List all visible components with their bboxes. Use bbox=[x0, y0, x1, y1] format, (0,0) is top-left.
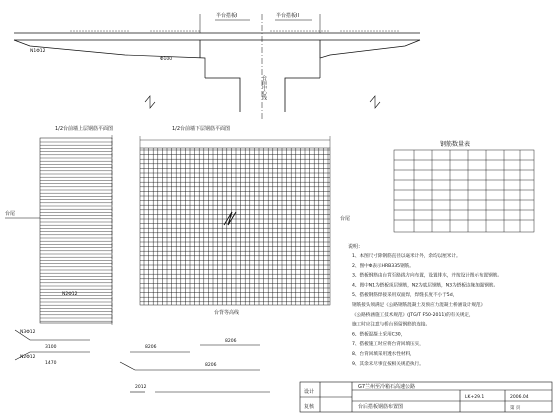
design-label: 设计 bbox=[304, 389, 315, 395]
stake-number: LK+29.1 bbox=[465, 395, 485, 400]
rebar-label-n3: N3Φ12 bbox=[20, 330, 36, 335]
bottom-dim-5: 2012 bbox=[135, 385, 147, 390]
elevation-view bbox=[14, 14, 420, 120]
rebar-label-n2b: N2Φ12 bbox=[20, 355, 36, 360]
label-abutment-tail-right: 台尾 bbox=[340, 216, 351, 222]
bottom-dim-1: 1470 bbox=[45, 361, 57, 366]
plan-left-title: 1/2台前墙上层钢筋平面图 bbox=[55, 126, 114, 132]
slab-dimension: Φ100 bbox=[160, 57, 173, 62]
label-abutment-tail-left: 台尾 bbox=[5, 211, 16, 217]
top-label-right: 半台搭板II bbox=[276, 13, 299, 19]
notes-heading: 说明： bbox=[348, 244, 364, 250]
note-line: 9、其余未尽事宜按相关规范执行。 bbox=[352, 361, 424, 367]
bottom-dim-3: 8206 bbox=[225, 339, 237, 344]
plan-right-title: 1/2台前墙下层钢筋平面图 bbox=[172, 126, 231, 132]
rebar-label-n2: N2Φ12 bbox=[62, 292, 78, 297]
note-line: 钢筋接头须满足《公路钢筋混凝土及预应力混凝土桥涵设计规范》 bbox=[352, 303, 486, 308]
bottom-dim-0: 3100 bbox=[45, 345, 57, 350]
drawing-name: 台后搭板钢筋布置图 bbox=[358, 404, 404, 410]
rebar-table bbox=[394, 150, 534, 232]
table-title: 钢筋数量表 bbox=[440, 141, 471, 148]
sheet-number: 第 页 bbox=[510, 406, 521, 411]
centerline-label: 台前中心线 bbox=[261, 75, 267, 100]
note-line: 5、搭板钢筋焊接采用双面焊，焊缝长度不小于5d， bbox=[352, 293, 458, 299]
note-line: 1、本图尺寸除钢筋直径以毫米计外，余均以厘米计。 bbox=[352, 254, 461, 259]
note-line: 2、图中Φ表示HRB335钢筋。 bbox=[352, 263, 414, 269]
notes bbox=[348, 243, 502, 367]
rebar-label-n1: N1Φ12 bbox=[30, 49, 46, 54]
label-abutment-back: 台背等高线 bbox=[214, 310, 240, 316]
bottom-dim-4: 8206 bbox=[205, 363, 217, 368]
bottom-dim-2: 8206 bbox=[145, 345, 157, 350]
note-line: 施工时应注意与桥台预留钢筋的连接。 bbox=[352, 322, 431, 328]
note-line: 4、图中N1为搭板顶层钢筋，N2为底层钢筋，N3为搭板边缘加强钢筋。 bbox=[352, 283, 499, 289]
top-label-left: 半台搭板I bbox=[216, 13, 238, 19]
note-line: 8、台背回填采用透水性材料， bbox=[352, 352, 415, 357]
note-line: 7、搭板施工时应将台背回填压实， bbox=[352, 342, 424, 348]
project-name: G7兰州至冷箱石高速公路 bbox=[358, 384, 416, 390]
note-line: 3、搭板钢筋由台背至路线方向布置，设置排水，并按设计图示布置钢筋。 bbox=[352, 273, 502, 279]
check-label: 复核 bbox=[304, 404, 315, 410]
note-line: 6、搭板混凝土采用C30， bbox=[352, 332, 406, 338]
drawing-date: 2006.04 bbox=[510, 395, 529, 400]
note-line: 《公路桥涵施工技术规范》(JTG/T F50-2011)的有关规定， bbox=[352, 312, 474, 318]
plan-grid bbox=[140, 136, 330, 305]
